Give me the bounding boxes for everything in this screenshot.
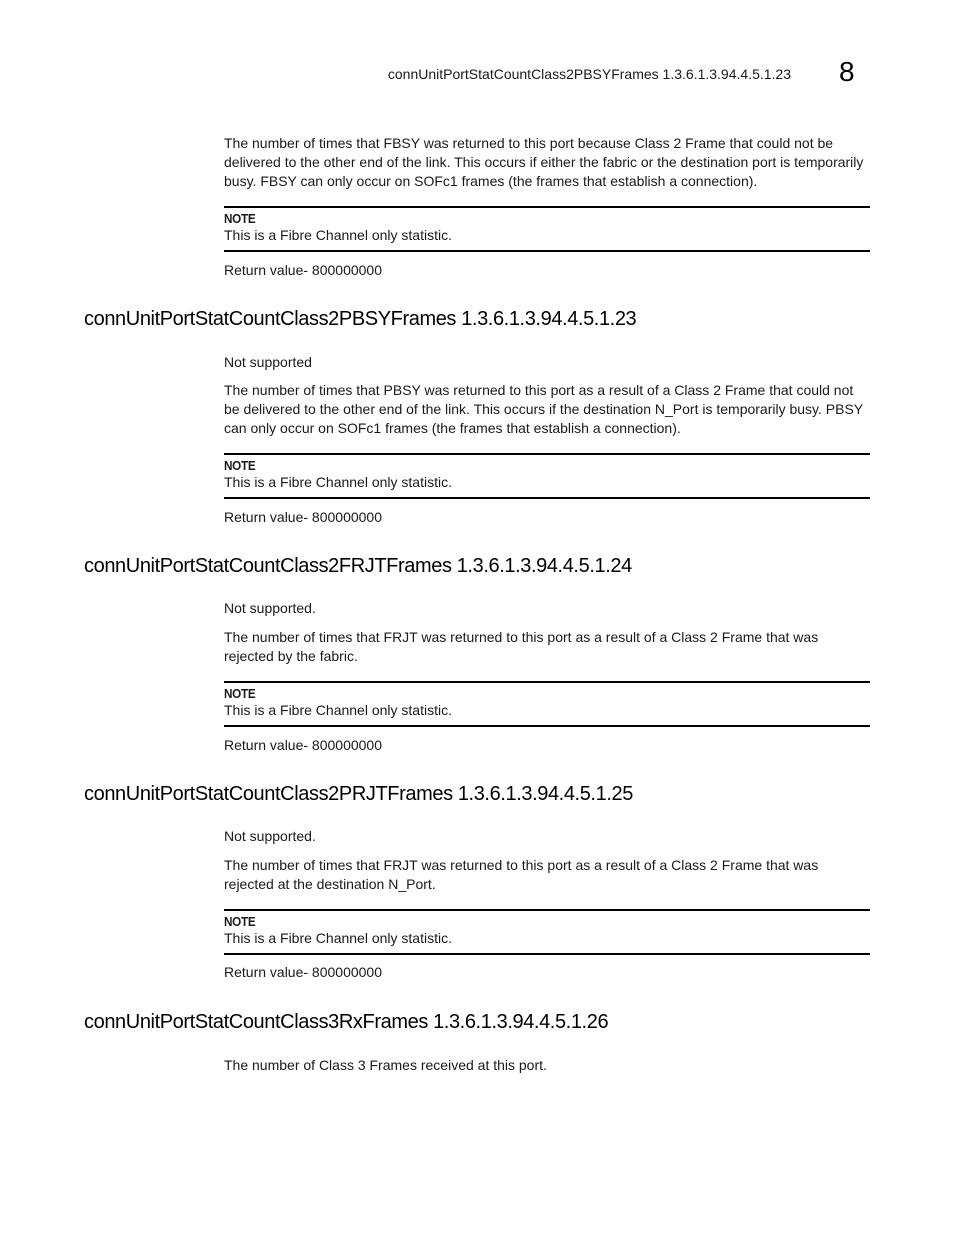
section-description: The number of times that FRJT was returned to this port as a result of a Class 2 Frame that was rejected at the destination N_Port. xyxy=(224,857,819,892)
section-heading: connUnitPortStatCountClass2PBSYFrames 1.3.6.1.3.94.4.5.1.23 xyxy=(84,308,637,330)
intro-description: The number of times that FBSY was returned to this port because Class 2 Frame that could not be delivered to the other end of the link. This occurs if either the fabric or the destination port is temporarily busy. FBSY can only occur on SOFc1 frames (the frames that establish a connection). xyxy=(224,135,864,189)
note-box xyxy=(224,681,870,727)
section-description: The number of Class 3 Frames received at this port. xyxy=(224,1057,547,1073)
return-value: Return value- 800000000 xyxy=(224,509,383,525)
page-header xyxy=(0,56,954,92)
return-value: Return value- 800000000 xyxy=(224,964,383,980)
section-status: Not supported. xyxy=(224,828,316,844)
note-label: NOTE xyxy=(224,686,256,701)
note-text: This is a Fibre Channel only statistic. xyxy=(224,930,452,946)
note-box xyxy=(224,206,870,252)
note-text: This is a Fibre Channel only statistic. xyxy=(224,227,452,243)
return-value: Return value- 800000000 xyxy=(224,737,383,753)
section-heading: connUnitPortStatCountClass2FRJTFrames 1.3.6.1.3.94.4.5.1.24 xyxy=(84,555,632,577)
note-text: This is a Fibre Channel only statistic. xyxy=(224,702,452,718)
note-label: NOTE xyxy=(224,458,256,473)
note-box xyxy=(224,909,870,955)
note-text: This is a Fibre Channel only statistic. xyxy=(224,474,452,490)
section-status: Not supported xyxy=(224,354,312,370)
note-box xyxy=(224,453,870,499)
return-value: Return value- 800000000 xyxy=(224,262,383,278)
section-description: The number of times that PBSY was returned to this port as a result of a Class 2 Frame that could not be delivered to the other end of the link. This occurs if the destination N_Port is temporarily busy. PBSY can only occur on SOFc1 frames (the frames that establish a connection). xyxy=(224,382,863,436)
note-label: NOTE xyxy=(224,914,256,929)
section-heading: connUnitPortStatCountClass2PRJTFrames 1.3.6.1.3.94.4.5.1.25 xyxy=(84,783,633,805)
chapter-number: 8 xyxy=(839,56,855,87)
section-status: Not supported. xyxy=(224,600,316,616)
section-heading: connUnitPortStatCountClass3RxFrames 1.3.6.1.3.94.4.5.1.26 xyxy=(84,1011,609,1033)
note-label: NOTE xyxy=(224,211,256,226)
running-header-title: connUnitPortStatCountClass2PBSYFrames 1.3.6.1.3.94.4.5.1.23 xyxy=(387,66,791,82)
section-description: The number of times that FRJT was returned to this port as a result of a Class 2 Frame that was rejected by the fabric. xyxy=(224,629,819,664)
